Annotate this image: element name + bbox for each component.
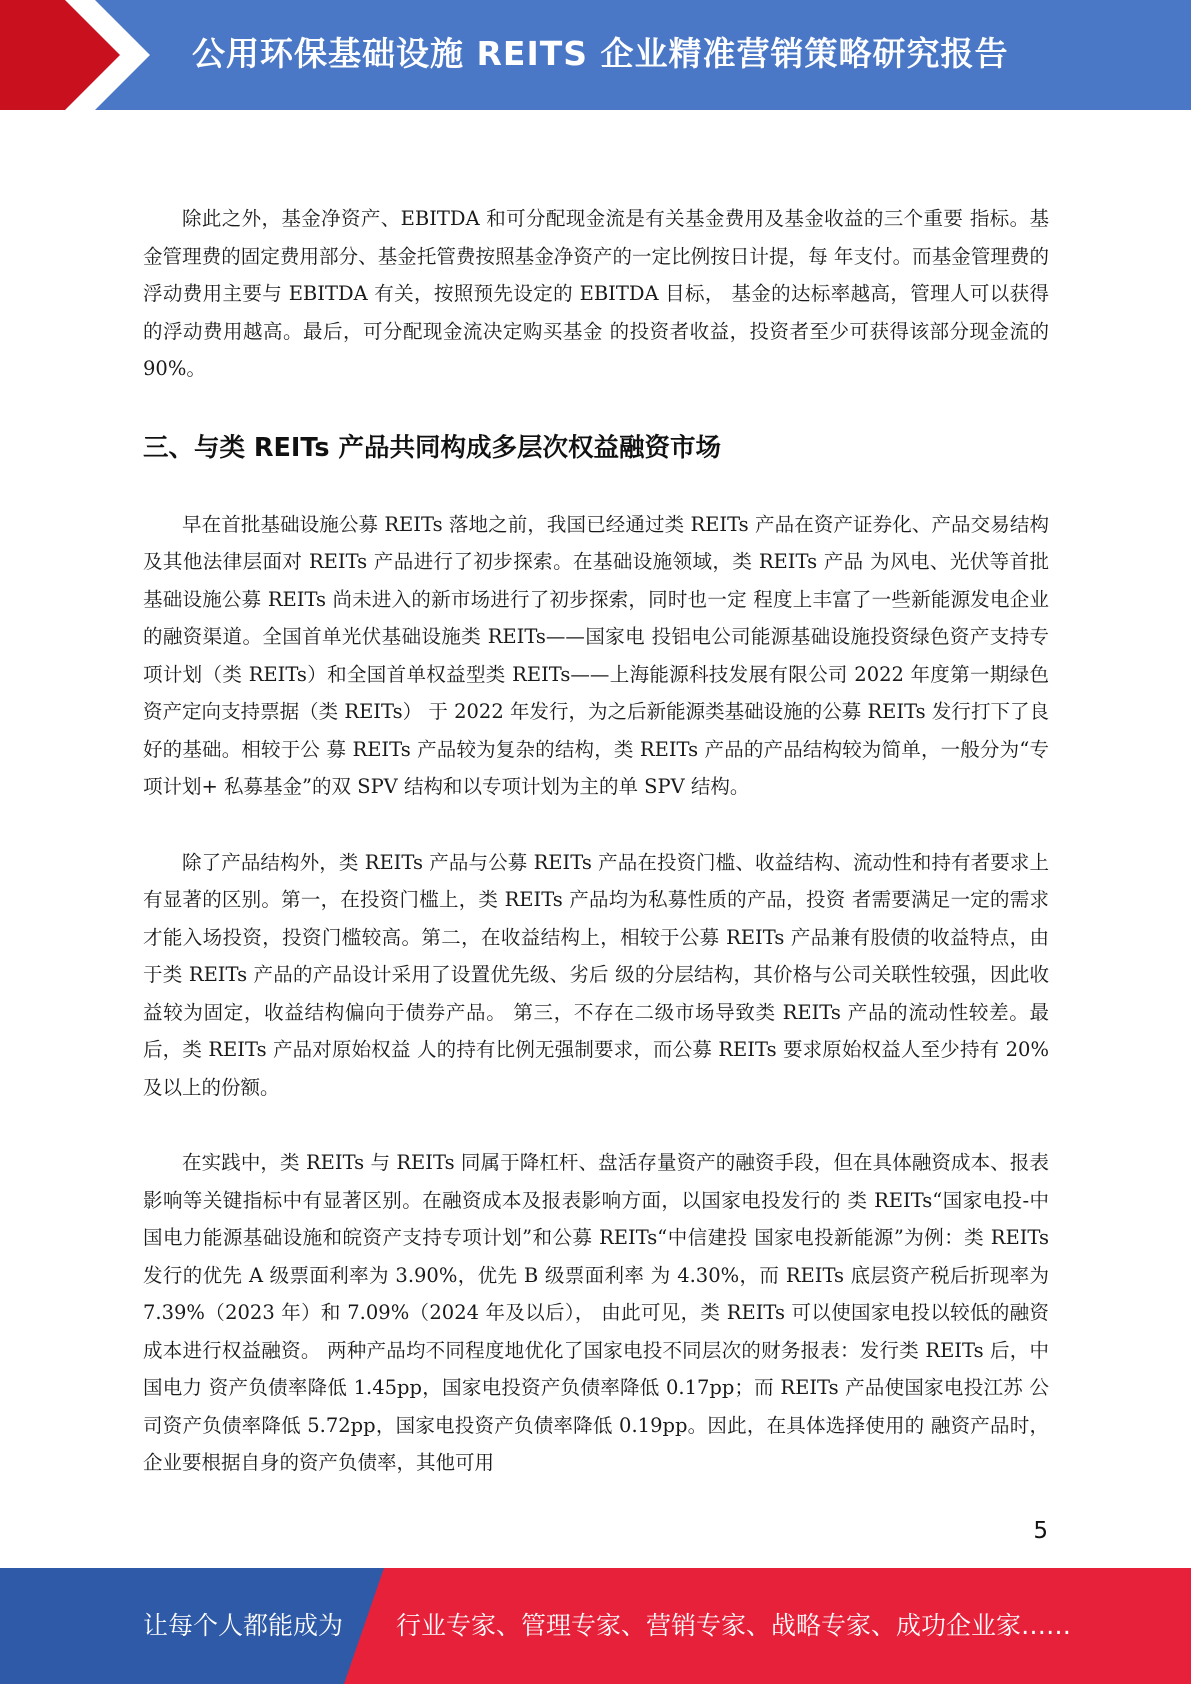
footer-slogan-left: 让每个人都能成为	[143, 1611, 344, 1640]
report-title: 公用环保基础设施 REITS 企业精准营销策略研究报告	[192, 34, 1009, 73]
section-heading: 三、与类 REITs 产品共同构成多层次权益融资市场	[143, 432, 721, 463]
footer-slogan-right: 行业专家、管理专家、营销专家、战略专家、成功企业家……	[396, 1611, 1072, 1640]
page-number: 5	[1033, 1518, 1048, 1544]
header-arrow-icon	[0, 0, 150, 110]
page-content	[143, 200, 1049, 1482]
page-header	[0, 0, 1191, 110]
paragraph-practice-comparison: 在实践中，类 REITs 与 REITs 同属于降杠杆、盘活存量资产的融资手段，但在具体融资成本、报表影响等关键指标中有显著区别。在融资成本及报表影响方面，以国家电投发行的 类 REITs“国家电投-中国电力能源基础设施和皖资产支持专项计划”和公募 REITs“中信建投 国家电投新能源”为例：类 REITs 发行的优先 A 级票面利率为 3.90%，优先 B 级票面利率 为 4.30%，而 REITs 底层资产税后折现率为 7.39%（2023 年）和 7.09%（2024 年及以后）， 由此可见，类 REITs 可以使国家电投以较低的融资成本进行权益融资。 两种产品均不同程度地优化了国家电投不同层次的财务报表：发行类 REITs 后，中国电力 资产负债率降低 1.45pp，国家电投资产负债率降低 0.17pp；而 REITs 产品使国家电投江苏 公司资产负债率降低 5.72pp，国家电投资产负债率降低 0.19pp。因此，在具体选择使用的 融资产品时，企业要根据自身的资产负债率，其他可用	[143, 1151, 1049, 1474]
paragraph-fund-metrics: 除此之外，基金净资产、EBITDA 和可分配现金流是有关基金费用及基金收益的三个重要 指标。基金管理费的固定费用部分、基金托管费按照基金净资产的一定比例按日计提，每 年支付。而基金管理费的浮动费用主要与 EBITDA 有关，按照预先设定的 EBITDA 目标， 基金的达标率越高，管理人可以获得的浮动费用越高。最后，可分配现金流决定购买基金 的投资者收益，投资者至少可获得该部分现金流的 90%。	[143, 207, 1049, 380]
paragraph-quasi-reits-exploration: 早在首批基础设施公募 REITs 落地之前，我国已经通过类 REITs 产品在资产证券化、产品交易结构及其他法律层面对 REITs 产品进行了初步探索。在基础设施领域，类 REITs 产品 为风电、光伏等首批基础设施公募 REITs 尚未进入的新市场进行了初步探索，同时也一定 程度上丰富了一些新能源发电企业的融资渠道。全国首单光伏基础设施类 REITs——国家电 投铝电公司能源基础设施投资绿色资产支持专项计划（类 REITs）和全国首单权益型类 REITs——上海能源科技发展有限公司 2022 年度第一期绿色资产定向支持票据（类 REITs） 于 2022 年发行，为之后新能源类基础设施的公募 REITs 发行打下了良好的基础。相较于公 募 REITs 产品较为复杂的结构，类 REITs 产品的产品结构较为简单，一般分为“专项计划+ 私募基金”的双 SPV 结构和以专项计划为主的单 SPV 结构。	[143, 512, 1049, 798]
paragraph-product-differences: 除了产品结构外，类 REITs 产品与公募 REITs 产品在投资门槛、收益结构、流动性和持有者要求上有显著的区别。第一，在投资门槛上，类 REITs 产品均为私募性质的产品，投资 者需要满足一定的需求才能入场投资，投资门槛较高。第二，在收益结构上，相较于公募 REITs 产品兼有股债的收益特点，由于类 REITs 产品的产品设计采用了设置优先级、劣后 级的分层结构，其价格与公司关联性较强，因此收益较为固定，收益结构偏向于债券产品。 第三，不存在二级市场导致类 REITs 产品的流动性较差。最后，类 REITs 产品对原始权益 人的持有比例无强制要求，而公募 REITs 要求原始权益人至少持有 20%及以上的份额。	[143, 850, 1049, 1099]
page-footer	[0, 1568, 1191, 1684]
